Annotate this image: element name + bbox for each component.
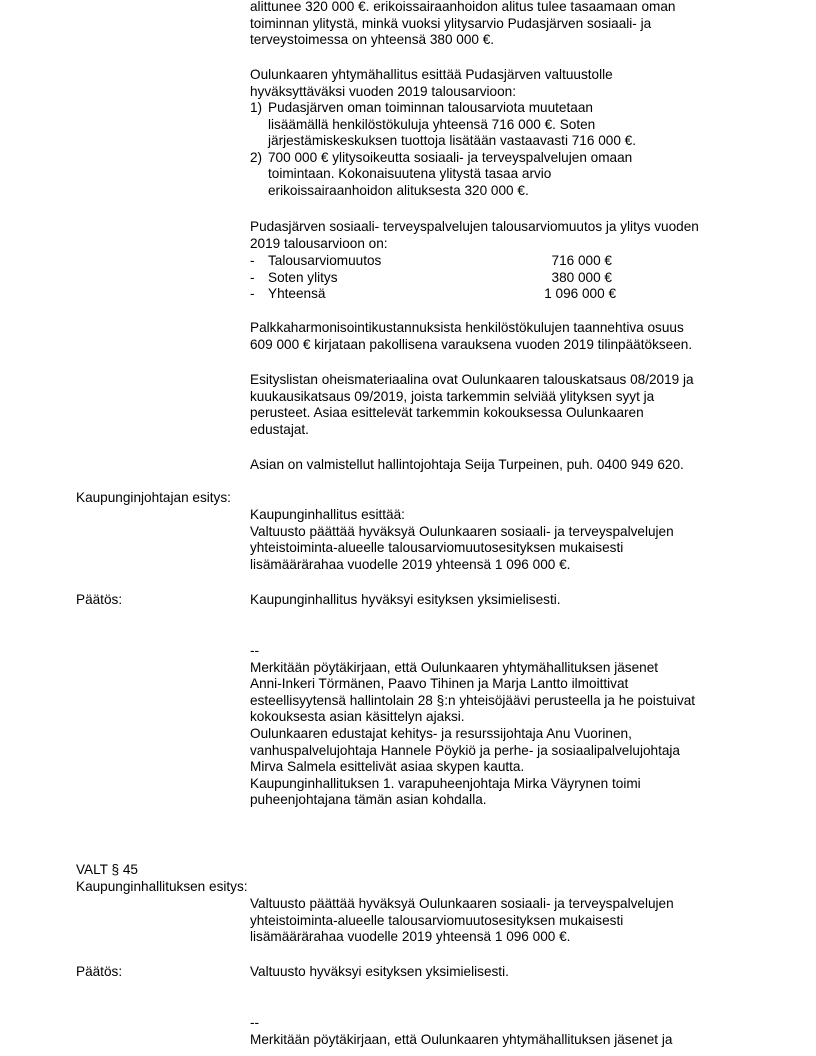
paragraph-preparer xyxy=(250,457,750,474)
table-row xyxy=(250,270,750,287)
text-line: Merkitään pöytäkirjaan, että Oulunkaaren yhtymähallituksen jäsenet ja xyxy=(250,1031,673,1047)
text-line: Valtuusto päättää hyväksyä Oulunkaaren sosiaali- ja terveyspalvelujen xyxy=(250,896,674,911)
paragraph-decision xyxy=(250,964,750,981)
text-line: Mirva Salmela esittelivät asiaa skypen kautta. xyxy=(250,759,525,775)
paragraph-harmonisation xyxy=(250,320,750,353)
table-row xyxy=(250,286,750,303)
text-line: kokouksesta asian käsittelyn ajaksi. xyxy=(250,709,465,725)
text-line: -- xyxy=(250,643,260,658)
text-line: järjestämiskeskuksen tuottoja lisätään vastaavasti 716 000 €. xyxy=(268,133,636,149)
row-label: Soten ylitys xyxy=(268,269,338,285)
row-amount: 1 096 000 € xyxy=(544,286,616,302)
text-line: lisämäärärahaa vuodelle 2019 yhteensä 1 096 000 €. xyxy=(250,929,571,945)
budget-table xyxy=(250,253,750,303)
text-line: terveystoimessa on yhteensä 380 000 €. xyxy=(250,32,495,48)
text-line: Kaupunginhallitus esittää: xyxy=(250,507,405,522)
text-line: puheenjohtajana tämän asian kohdalla. xyxy=(250,792,487,808)
bullet-dash: - xyxy=(250,286,255,302)
paragraph-attachments xyxy=(250,372,750,438)
label-mayor-proposal: Kaupunginjohtajan esitys: xyxy=(76,490,231,505)
text-line: Merkitään pöytäkirjaan, että Oulunkaaren yhtymähallituksen jäsenet xyxy=(250,659,659,675)
text-line: Anni-Inkeri Törmänen, Paavo Tihinen ja Marja Lantto ilmoittivat xyxy=(250,676,629,692)
text-line: alittunee 320 000 €. erikoissairaanhoidon alitus tulee tasaamaan oman xyxy=(250,0,676,14)
label-decision: Päätös: xyxy=(76,964,123,979)
text-line: 2019 talousarvioon on: xyxy=(250,235,388,251)
list-number: 2) xyxy=(250,149,263,165)
paragraph-proposal-intro xyxy=(250,67,750,100)
bullet-dash: - xyxy=(250,253,255,268)
numbered-list xyxy=(250,100,750,200)
text-line: lisämäärärahaa vuodelle 2019 yhteensä 1 096 000 €. xyxy=(250,556,571,572)
text-line: yhteistoiminta-alueelle talousarviomuutosesityksen mukaisesti xyxy=(250,540,624,556)
text-line: Palkkaharmonisointikustannuksista henkilöstökulujen taannehtiva osuus xyxy=(250,320,684,335)
text-line: Esityslistan oheismateriaalina ovat Oulunkaaren talouskatsaus 08/2019 ja xyxy=(250,372,694,387)
text-line: kuukausikatsaus 09/2019, joista tarkemmin selviää ylityksen syyt ja xyxy=(250,388,655,404)
text-line: -- xyxy=(250,1015,260,1030)
text-line: Asian on valmistellut hallintojohtaja Seija Turpeinen, puh. 0400 949 620. xyxy=(250,457,684,472)
row-label: Talousarviomuutos xyxy=(268,253,382,268)
paragraph-board-proposal xyxy=(250,896,750,946)
label-decision: Päätös: xyxy=(76,592,123,607)
label-board-proposal: Kaupunginhallituksen esitys: xyxy=(76,879,248,894)
paragraph-minutes-note xyxy=(250,643,750,809)
text-line: hyväksyttäväksi vuoden 2019 talousarvioon: xyxy=(250,83,516,99)
text-line: Oulunkaaren edustajat kehitys- ja resurssijohtaja Anu Vuorinen, xyxy=(250,725,632,741)
paragraph-decision xyxy=(250,592,750,609)
text-line: Kaupunginhallituksen 1. varapuheenjohtaja Mirka Väyrynen toimi xyxy=(250,775,641,791)
text-line: erikoissairaanhoidon alituksesta 320 000 €. xyxy=(268,182,529,198)
text-line: 609 000 € kirjataan pakollisena varauksena vuoden 2019 tilinpäätökseen. xyxy=(250,336,693,352)
text-line: edustajat. xyxy=(250,421,309,437)
text-line: yhteistoiminta-alueelle talousarviomuutosesityksen mukaisesti xyxy=(250,912,624,928)
text-line: toiminnan ylitystä, minkä vuoksi ylitysarvio Pudasjärven sosiaali- ja xyxy=(250,15,652,31)
text-line: vanhuspalvelujohtaja Hannele Pöykiö ja perhe- ja sosiaalipalvelujohtaja xyxy=(250,742,680,758)
text-line: Pudasjärven sosiaali- terveyspalvelujen talousarviomuutos ja ylitys vuoden xyxy=(250,219,699,234)
text-line: Pudasjärven oman toiminnan talousarviota muutetaan xyxy=(268,100,593,115)
row-label: Yhteensä xyxy=(268,286,326,302)
list-item xyxy=(250,150,750,200)
row-amount: 716 000 € xyxy=(551,253,612,268)
text-line: Oulunkaaren yhtymähallitus esittää Pudasjärven valtuustolle xyxy=(250,67,613,82)
list-item xyxy=(250,100,750,150)
table-row xyxy=(250,253,750,270)
section-heading: VALT § 45 xyxy=(76,862,138,877)
paragraph-mayor-proposal xyxy=(250,507,750,573)
bullet-dash: - xyxy=(250,269,255,285)
list-number: 1) xyxy=(250,100,263,115)
paragraph-minutes-note xyxy=(250,1015,750,1048)
text-line: Kaupunginhallitus hyväksyi esityksen yksimielisesti. xyxy=(250,592,561,607)
text-line: Valtuusto päättää hyväksyä Oulunkaaren sosiaali- ja terveyspalvelujen xyxy=(250,523,674,539)
paragraph-estimate xyxy=(250,0,750,49)
text-line: esteellisyytensä hallintolain 28 §:n yhteisöjäävi perusteella ja he poistuivat xyxy=(250,692,696,708)
text-line: Valtuusto hyväksyi esityksen yksimielisesti. xyxy=(250,964,509,979)
text-line: lisäämällä henkilöstökuluja yhteensä 716 000 €. Soten xyxy=(268,116,596,132)
text-line: perusteet. Asiaa esittelevät tarkemmin kokouksessa Oulunkaaren xyxy=(250,405,644,421)
text-line: 700 000 € ylitysoikeutta sosiaali- ja terveyspalvelujen omaan xyxy=(268,149,633,165)
paragraph-budget-change xyxy=(250,219,750,252)
text-line: toimintaan. Kokonaisuutena ylitystä tasaa arvio xyxy=(268,166,552,182)
row-amount: 380 000 € xyxy=(551,269,612,285)
